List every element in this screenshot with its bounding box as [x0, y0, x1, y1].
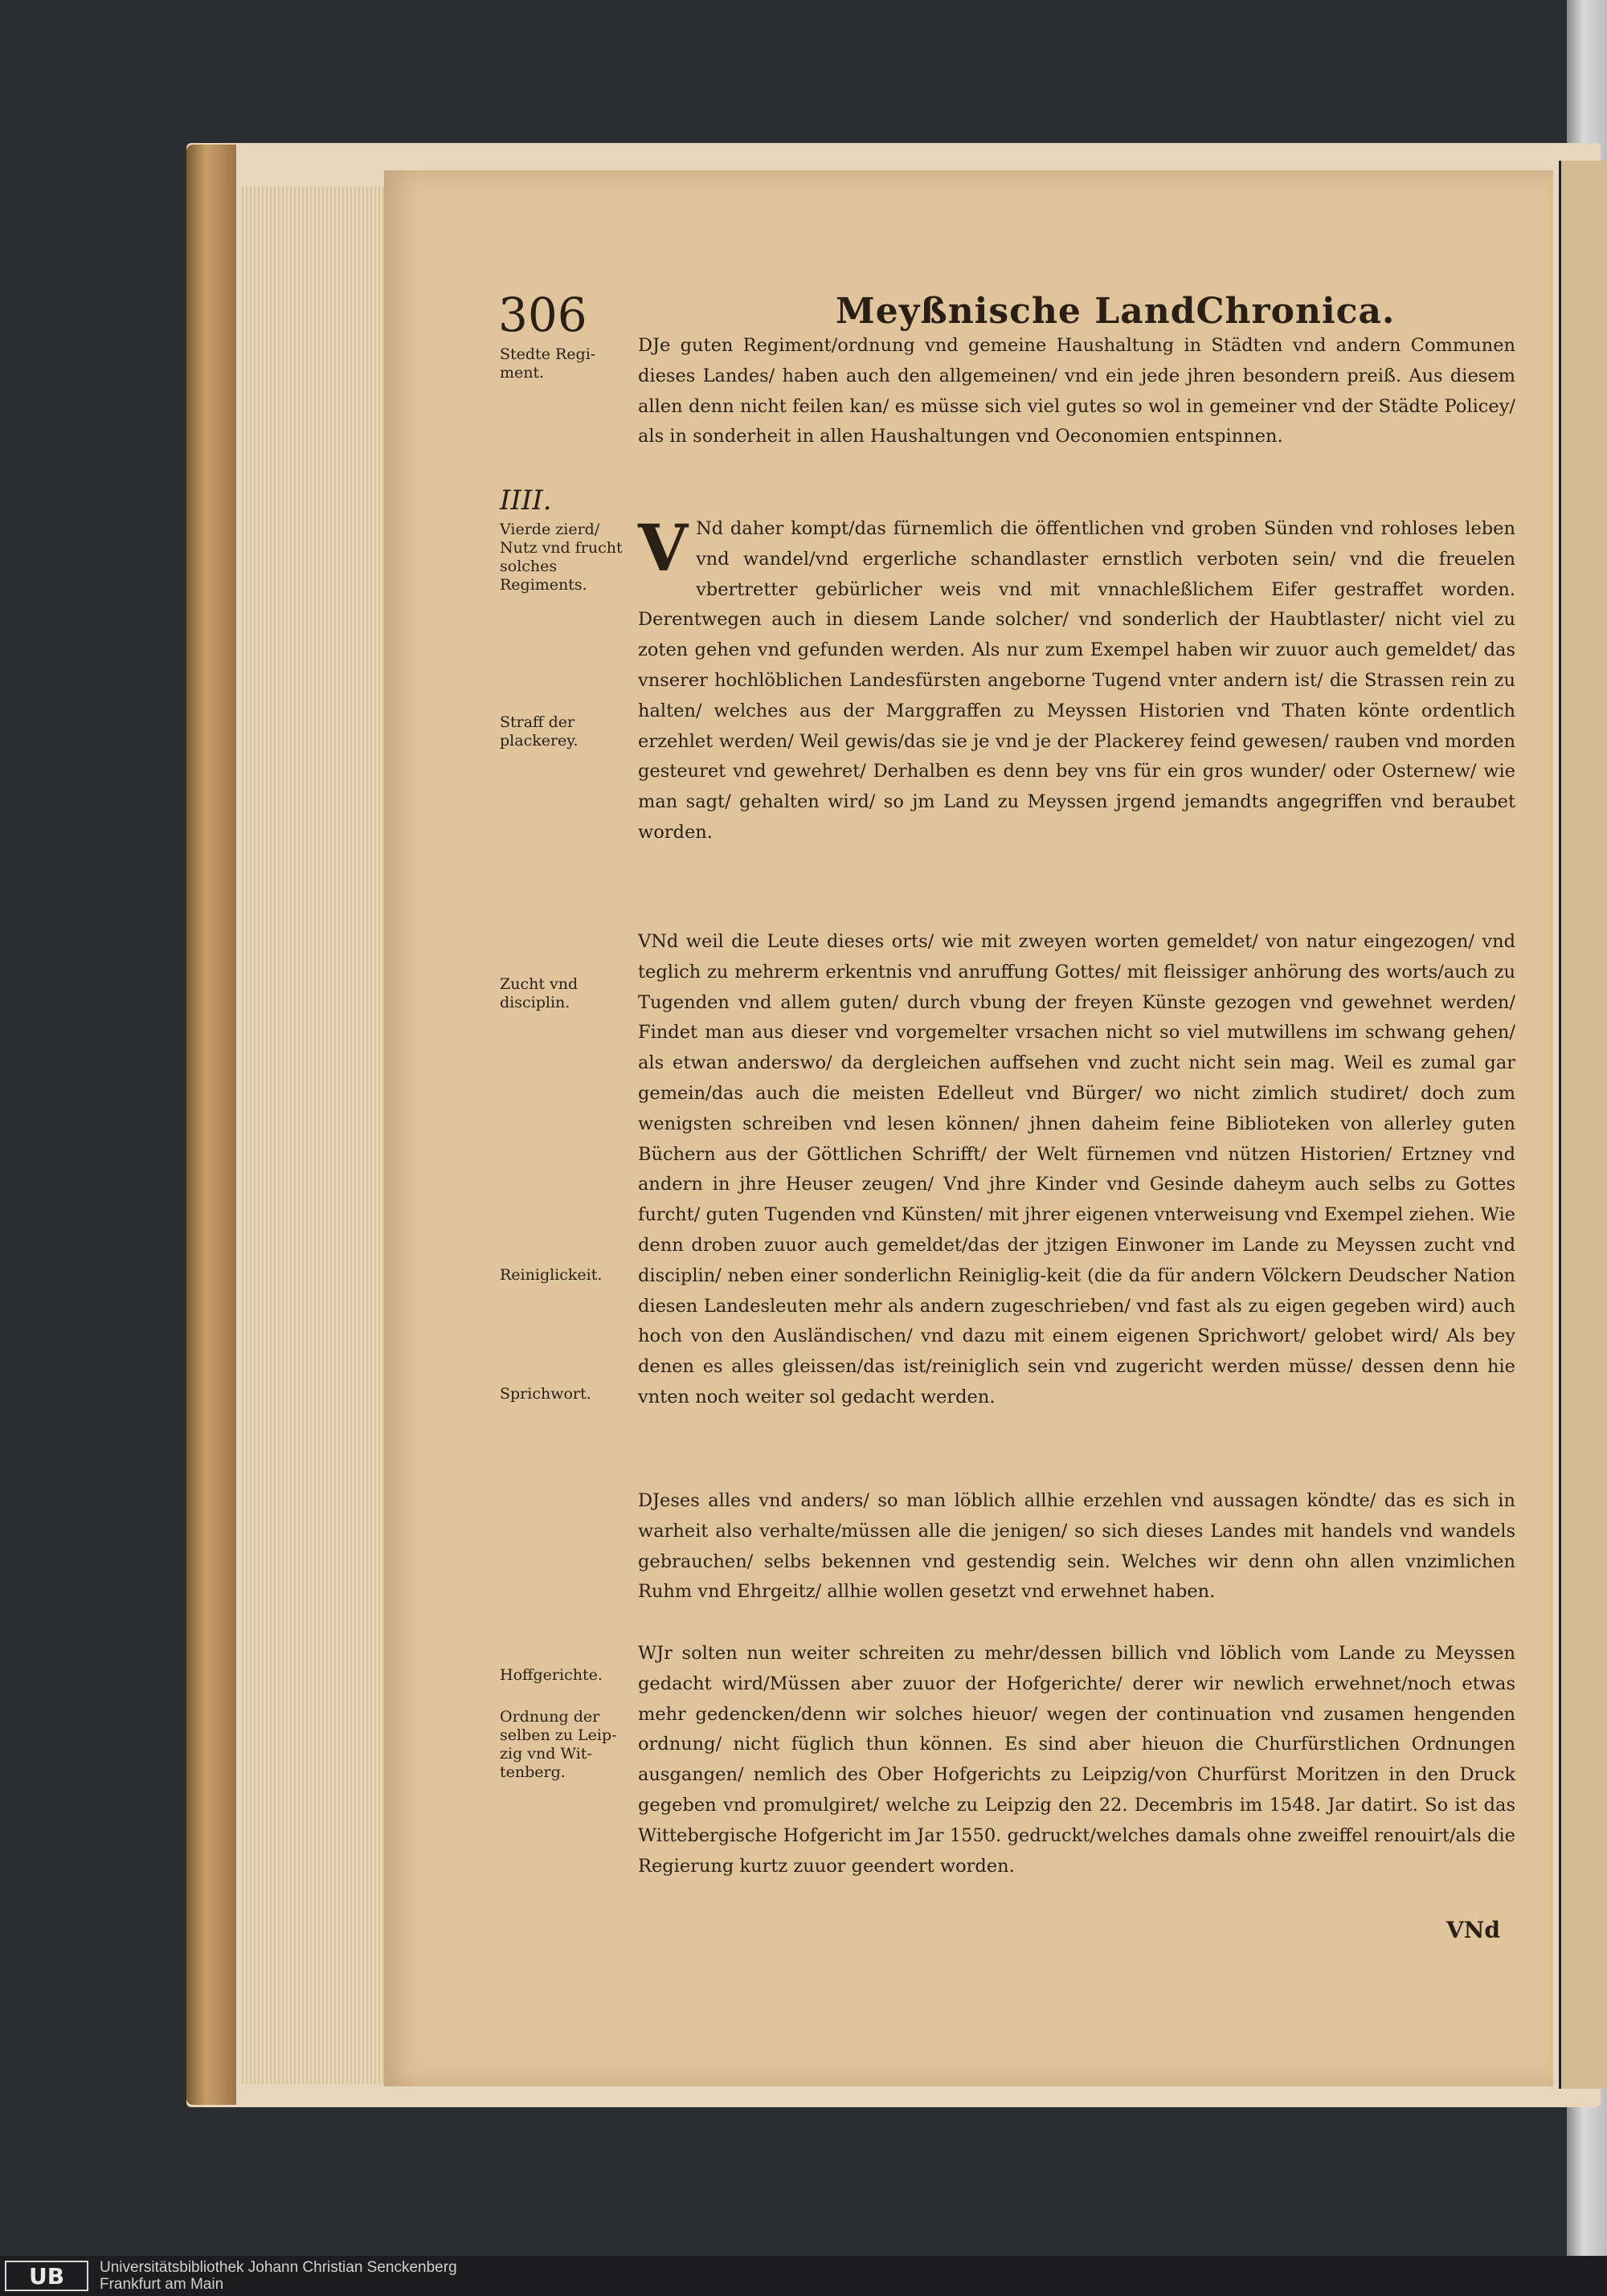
margin-note: Hoffgerichte. [500, 1666, 603, 1684]
library-logo: UB [5, 2261, 88, 2291]
library-name [100, 2259, 457, 2293]
body-paragraph: DJeses alles vnd anders/ so man löblich allhie erzehlen vnd aussagen köndte/ das es sich in warheit also verhalte/müssen alle die jenigen/ so sich dieses Landes mit handels vnd wandels gebrauchen/ selbs bekennen vnd gestendig sein. Welches wir denn ohn allen vnzimlichen Ruhm vnd Ehrgeitz/ allhie wollen gesetzt vnd erwehnet haben. [638, 1490, 1515, 1603]
book-spine [186, 145, 236, 2105]
margin-note: Straff der plackerey. [500, 713, 579, 750]
page-number: 306 [498, 288, 587, 342]
body-paragraph: DJe guten Regiment/ordnung vnd gemeine Haushaltung in Städten vnd andern Communen dieses Landes/ haben auch den allgemeinen/ vnd ein jede jhren besondern preiß. Aus diesem allen denn nicht feilen kan/ es müsse sich viel gutes so wol in gemeiner vnd der Städte Policey/ als in sonderheit in allen Haushaltungen vnd Oeconomien entspinnen. [638, 335, 1515, 447]
margin-note: Vierde zierd/ Nutz vnd frucht solches Regiments. [500, 521, 623, 594]
margin-note: Reiniglickeit. [500, 1266, 603, 1284]
adjacent-page-edge [1559, 161, 1607, 2089]
body-paragraph-text: Nd daher kompt/das fürnemlich die öffentlichen vnd groben Sünden vnd rohloses leben vnd wandel/vnd ergerliche schandlaster ernstlich verboten sein/ vnd die freuelen vbertretter gebürlicher weis vnd mit vnnachleßlichem Eifer gestraffet worden. Derentwegen auch in diesem Lande solcher/ vnd sonderlich der Haubtlaster/ nicht viel zu zoten gehen vnd gefunden werden. Als nur zum Exempel haben wir zuuor auch gemeldet/ das vnserer hochlöblichen Landesfürsten angeborne Tugend vnter andern ist/ die Strassen rein zu halten/ welches aus der Marggraffen zu Meyssen Historien vnd Thaten könte ordentlich erzehlet werden/ Weil gewis/das sie je vnd je der Plackerey feind gewesen/ rauben vnd morden gesteuret vnd gewehret/ Derhalben es denn bey vns für ein gros wunder/ oder Osternew/ wie man sagt/ gehalten wird/ so jm Land zu Meyssen jrgend jemandts angegriffen vnd beraubet worden. [638, 518, 1515, 843]
body-paragraph-initial [638, 510, 1515, 848]
library-name-line1: Universitätsbibliothek Johann Christian Senckenberg [100, 2259, 457, 2276]
decorated-initial: V [638, 510, 689, 586]
body-paragraph: WJr solten nun weiter schreiten zu mehr/dessen billich vnd löblich vom Lande zu Meyssen gedacht wird/Müssen aber zuuor der Hofgerichte/ derer wir newlich erwehnet/noch etwas mehr gedencken/denn wir solches hieuor/ wegen der continuation vnd zusamen hengenden ordnung/ nicht füglich thun können. Es sind aber hieuon die Churfürstlichen Ordnungen ausgangen/ nemlich des Ober Hofgerichts zu Leipzig/von Churfürst Moritzen in den Druck gegeben vnd promulgiret/ welche zu Leipzig den 22. Decembris im 1548. Jar datirt. So ist das Wittebergische Hofgericht im Jar 1550. gedruckt/welches damals ohne zweiffel renouirt/als die Regierung kurtz zuuor geendert worden. [638, 1643, 1515, 1877]
catchword: VNd [1446, 1917, 1500, 1943]
running-title: Meyßnische LandChronica. [836, 291, 1396, 332]
library-name-line2: Frankfurt am Main [100, 2276, 224, 2293]
margin-note: Ordnung der selben zu Leip-zig vnd Wit-tenberg. [500, 1708, 617, 1781]
body-paragraph: VNd weil die Leute dieses orts/ wie mit zweyen worten gemeldet/ von natur eingezogen/ vnd teglich zu mehrerm erkentnis vnd anruffung Gottes/ mit fleissiger anhörung des worts/auch zu Tugenden vnd allem guten/ durch vbung der freyen Künste gezogen vnd gewehnet werden/ Findet man aus dieser vnd vorgemelter vrsachen nicht so viel mutwillens im schwang gehen/ als etwan anderswo/ da dergleichen auffsehen vnd zucht nicht sein mag. Weil es zumal gar gemein/das auch die meisten Edelleut vnd Bürger/ wo nicht zimlich studiret/ doch zum wenigsten schreiben vnd lesen können/ jhnen daheim feine Biblioteken von allerley guten Büchern aus der Göttlichen Schrifft/ der Welt fürnemen vnd nützen Historien/ Ertzney vnd andern in jhre Heuser zeugen/ Vnd jhre Kinder vnd Gesinde daheym auch selbs zu Gottes furcht/ guten Tugenden vnd Künsten/ mit jhrer eigenen vnterweisung vnd Exempel ziehen. Wie denn droben zuuor auch gemeldet/das der jtzigen Einwoner im Lande zu Meyssen zucht vnd disciplin/ neben einer sonderlichn Reiniglig-keit (die da für andern Völckern Deudscher Nation diesen Landesleuten mehr als andern zugeschrieben/ vnd fast als zu eigen gegeben wird) auch hoch von den Ausländischen/ vnd dazu mit einem eigenen Sprichwort/ gelobet wird/ Als bey denen es alles gleissen/das ist/reiniglich sein vnd zugericht werden müsse/ dessen denn hie vnten noch weiter sol gedacht werden. [638, 931, 1515, 1407]
margin-note-numeral: IIII. [500, 484, 552, 517]
margin-note: Zucht vnd disciplin. [500, 975, 579, 1011]
margin-note: Sprichwort. [500, 1385, 591, 1403]
margin-note: Stedte Regi-ment. [500, 345, 596, 382]
page-edges [239, 186, 400, 2084]
footer-bar [0, 2256, 1607, 2296]
